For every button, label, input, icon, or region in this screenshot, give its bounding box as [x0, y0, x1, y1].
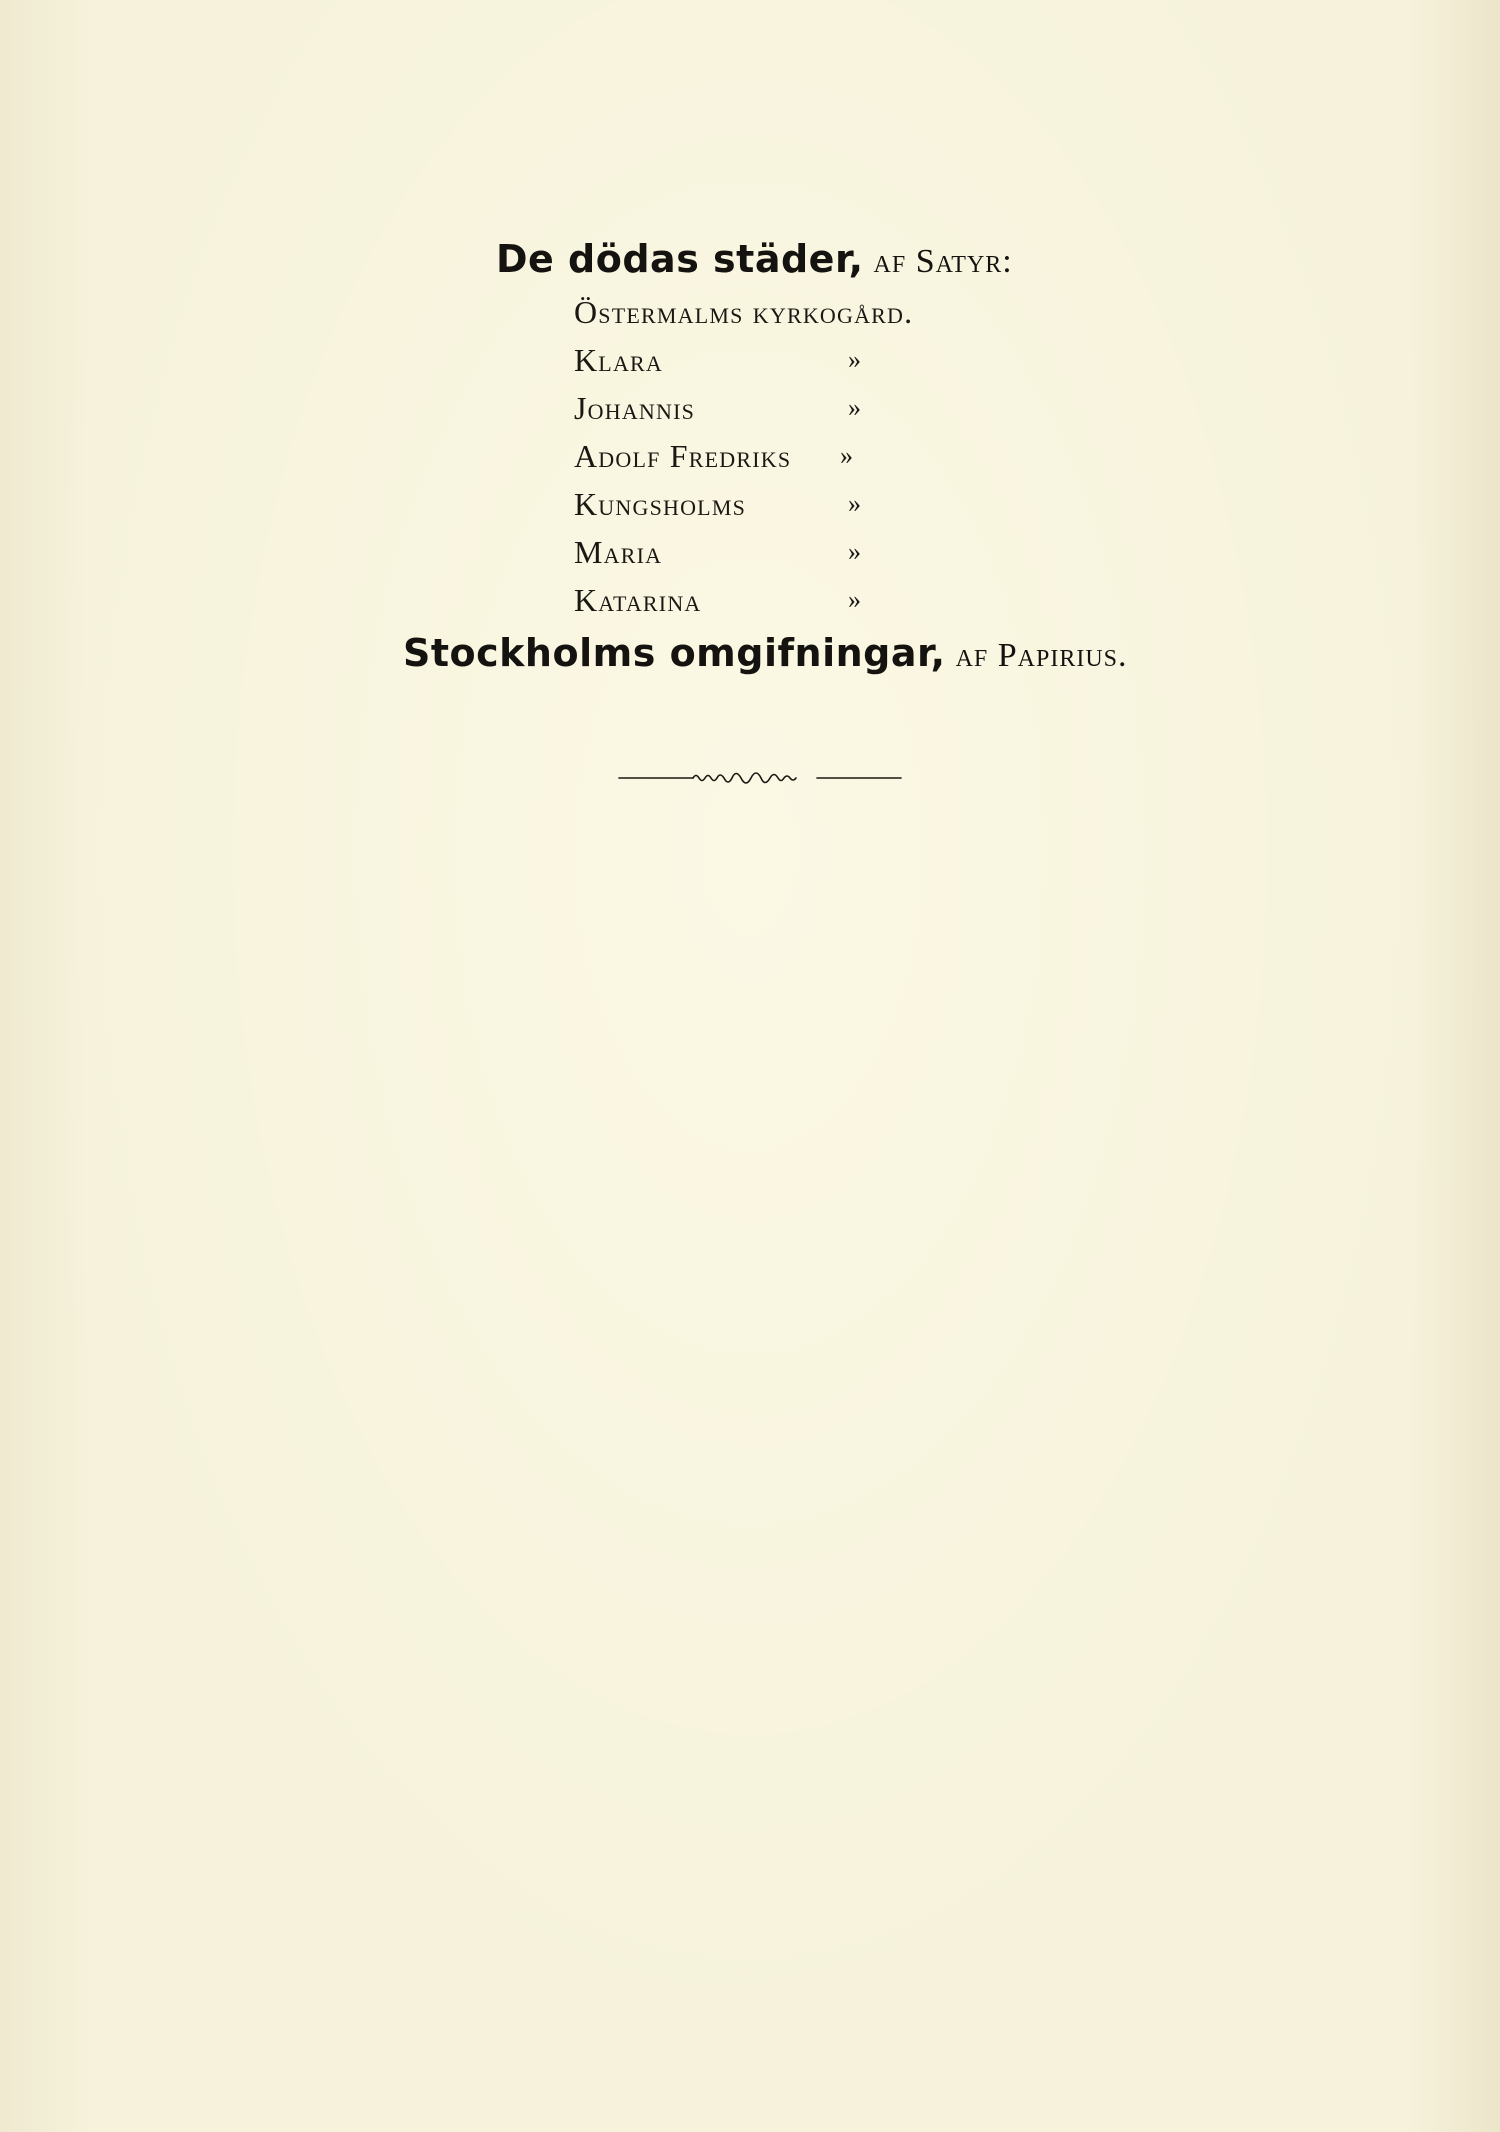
entry-adolf-fredriks: Adolf Fredriks [574, 438, 792, 474]
entry-klara: Klara [574, 342, 663, 378]
ditto-mark: » [848, 393, 861, 422]
entry-maria: Maria [574, 534, 663, 570]
entry-ostermalms: Östermalms kyrkogård. [574, 294, 914, 330]
section-title-de-dodas-stader [496, 237, 1013, 281]
ditto-mark: » [848, 537, 861, 566]
entry-katarina: Katarina [574, 582, 702, 618]
ditto-mark: » [848, 345, 861, 374]
ditto-mark: » [848, 585, 861, 614]
entry-kungsholms: Kungsholms [574, 486, 747, 522]
section-byline: af Satyr: [873, 243, 1013, 280]
ditto-mark: » [848, 489, 861, 518]
section-byline: af Papirius. [955, 637, 1128, 674]
section-title-stockholms-omgifningar [403, 631, 1128, 675]
wavy-rule-ornament-icon [617, 765, 903, 791]
ditto-mark: » [840, 441, 853, 470]
section-title-text: De dödas städer, [496, 237, 864, 281]
section-title-text: Stockholms omgifningar, [403, 631, 946, 675]
entry-johannis: Johannis [574, 390, 696, 426]
